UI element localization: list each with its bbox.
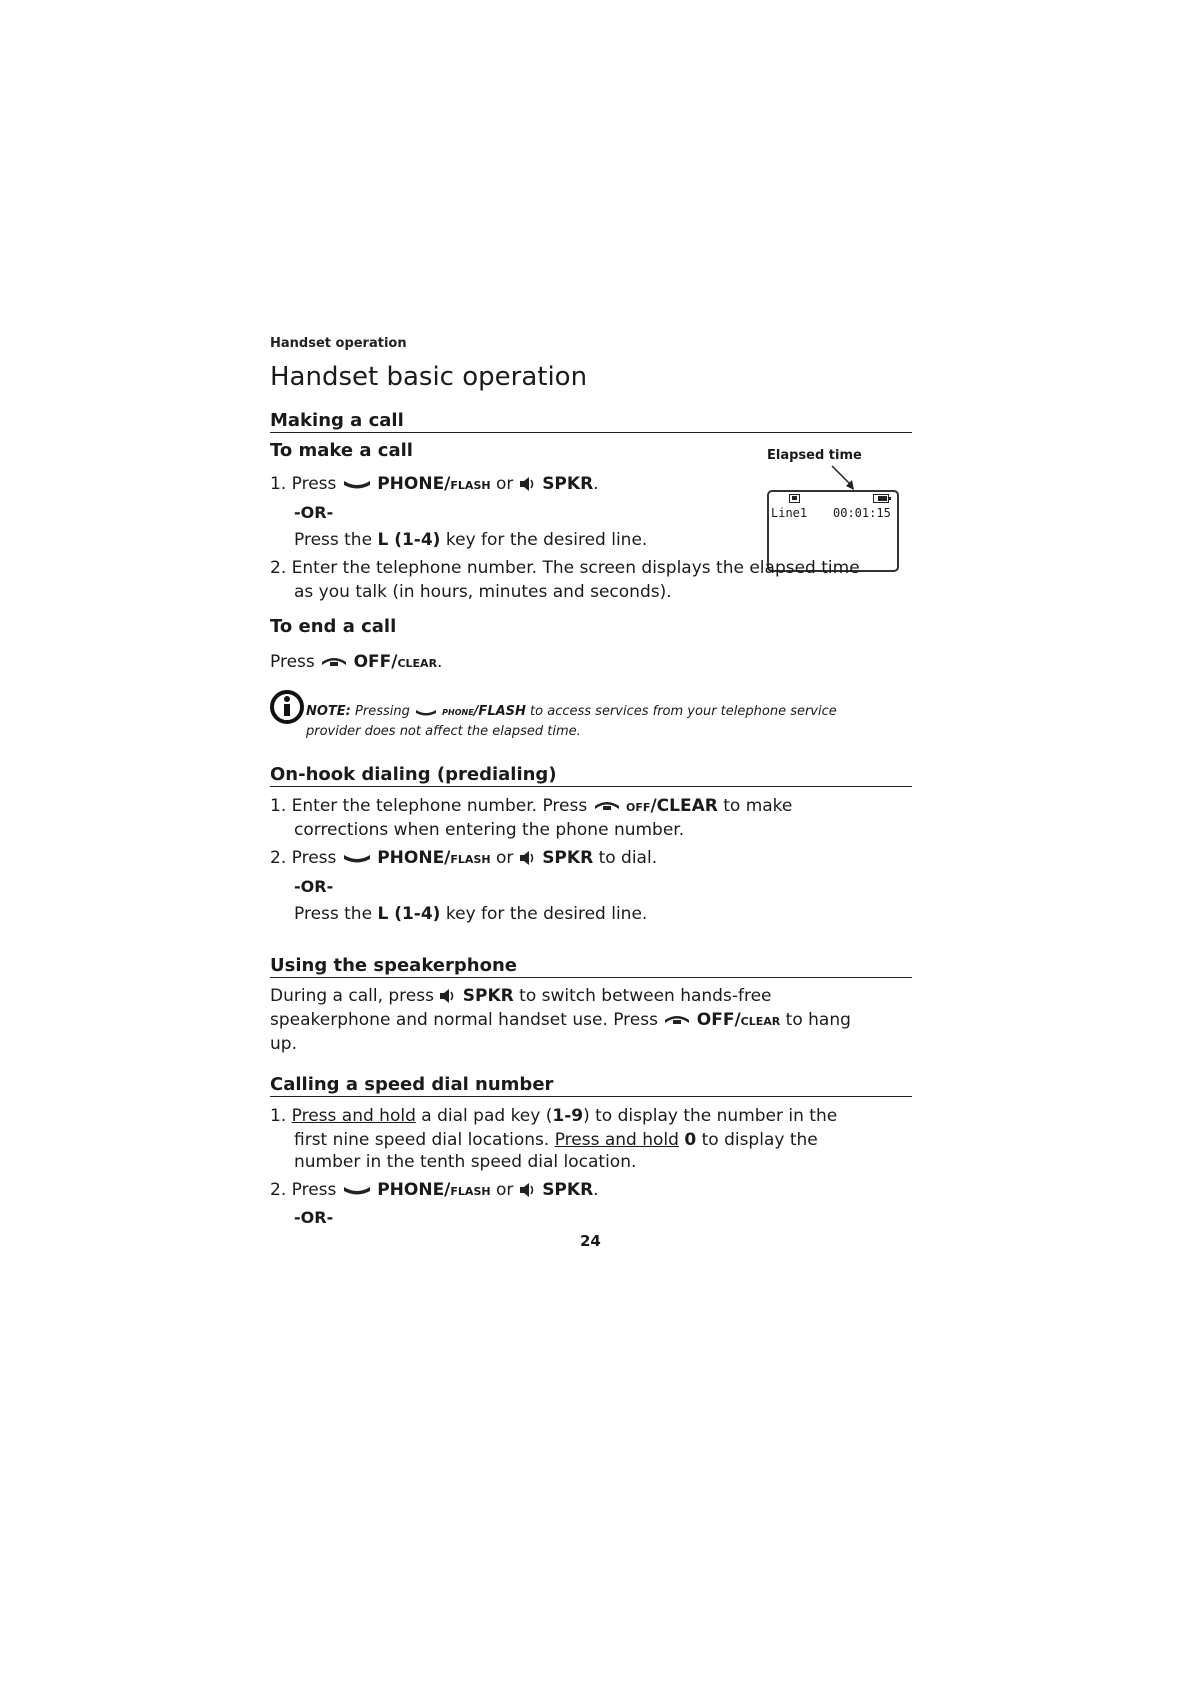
off-handset-icon	[593, 799, 621, 813]
phone-handset-icon	[342, 851, 372, 865]
elapsed-time-caption: Elapsed time	[767, 448, 862, 463]
speed-step-2: 2. Press PHONE/flash or SPKR.	[270, 1180, 599, 1200]
subheading-end-call: To end a call	[270, 616, 397, 637]
info-note-icon	[270, 690, 304, 724]
make-call-step-2-cont: as you talk (in hours, minutes and seconds).	[294, 582, 672, 602]
make-call-line-key: Press the L (1-4) key for the desired line.	[294, 530, 648, 550]
page-number: 24	[580, 1232, 601, 1250]
note-line-1: NOTE: Pressing phone/FLASH to access services from your telephone service	[306, 704, 837, 719]
onhook-step-1-cont: corrections when entering the phone number.	[294, 820, 685, 840]
speed-step-1: 1. Press and hold a dial pad key (1-9) to display the number in the	[270, 1106, 838, 1126]
section-heading-making-call: Making a call	[270, 410, 912, 433]
section-heading-onhook: On-hook dialing (predialing)	[270, 764, 912, 787]
off-handset-icon	[320, 655, 348, 669]
or-separator: -OR-	[294, 1208, 334, 1227]
speed-step-1-cont: first nine speed dial locations. Press and hold 0 to display the	[294, 1130, 818, 1150]
speaker-line-1: During a call, press SPKR to switch between hands-free	[270, 986, 772, 1006]
or-separator: -OR-	[294, 503, 334, 522]
phone-handset-icon	[414, 707, 438, 717]
speaker-line-3: up.	[270, 1034, 297, 1054]
section-heading-speed-dial: Calling a speed dial number	[270, 1074, 912, 1097]
line-indicator-icon	[789, 494, 801, 504]
breadcrumb: Handset operation	[270, 336, 407, 351]
page-title: Handset basic operation	[270, 362, 588, 392]
onhook-step-2: 2. Press PHONE/flash or SPKR to dial.	[270, 848, 658, 868]
make-call-step-2: 2. Enter the telephone number. The screen displays the elapsed time	[270, 558, 860, 578]
onhook-line-key: Press the L (1-4) key for the desired line.	[294, 904, 648, 924]
section-heading-speakerphone: Using the speakerphone	[270, 955, 912, 978]
or-separator: -OR-	[294, 877, 334, 896]
lcd-elapsed-time: 00:01:15	[833, 506, 891, 520]
note-line-2: provider does not affect the elapsed time.	[306, 724, 581, 739]
speed-step-1-cont-2: number in the tenth speed dial location.	[294, 1152, 637, 1172]
speaker-icon	[519, 476, 537, 492]
make-call-step-1: 1. Press PHONE/flash or SPKR.	[270, 474, 599, 494]
battery-icon	[873, 494, 891, 504]
onhook-step-1: 1. Enter the telephone number. Press off/CLEAR to make	[270, 796, 793, 816]
lcd-line-label: Line1	[771, 506, 808, 520]
off-handset-icon	[663, 1013, 691, 1027]
phone-handset-icon	[342, 477, 372, 491]
speaker-line-2: speakerphone and normal handset use. Press OFF/clear to hang	[270, 1010, 851, 1030]
end-call-instruction: Press OFF/clear.	[270, 652, 443, 672]
subheading-make-call: To make a call	[270, 440, 413, 461]
speaker-icon	[519, 1182, 537, 1198]
speaker-icon	[439, 988, 457, 1004]
phone-handset-icon	[342, 1183, 372, 1197]
speaker-icon	[519, 850, 537, 866]
